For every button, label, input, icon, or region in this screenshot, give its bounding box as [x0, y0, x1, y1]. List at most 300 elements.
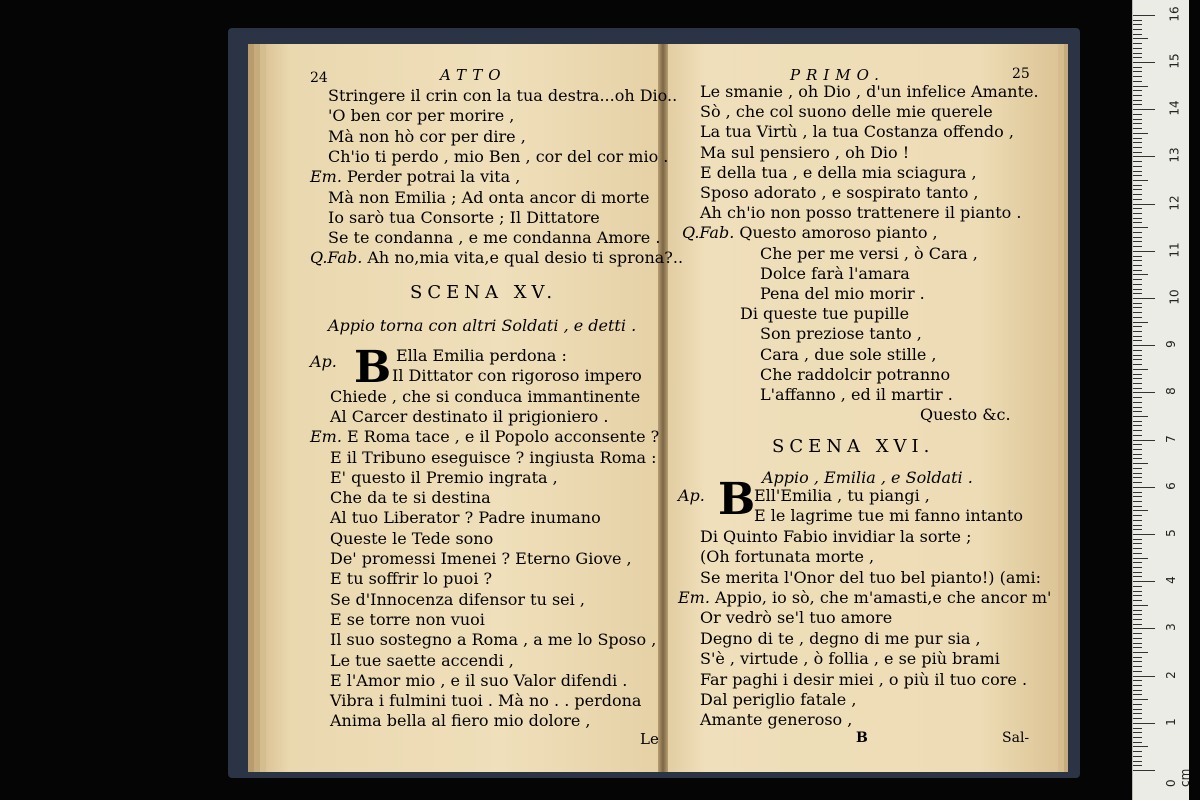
ruler-minor-tick	[1133, 20, 1142, 21]
ruler-minor-tick	[1133, 317, 1142, 318]
verse-text: Ella Emilia perdona :	[396, 346, 567, 365]
ruler-minor-tick	[1133, 680, 1142, 681]
verse-line	[700, 629, 981, 649]
verse-text: Il Dittator con rigoroso impero	[392, 366, 642, 386]
ruler-minor-tick	[1133, 761, 1142, 762]
verse-line	[330, 590, 585, 610]
verse-line	[760, 385, 953, 405]
ruler-minor-tick	[1133, 756, 1142, 757]
ruler-minor-tick	[1133, 605, 1148, 606]
ruler-minor-tick	[1133, 416, 1148, 417]
verse-line	[700, 527, 971, 547]
ruler-tick	[1133, 345, 1155, 346]
verse-line	[740, 304, 909, 324]
verse-line	[760, 324, 922, 344]
ruler-label: 4	[1163, 576, 1178, 585]
verse-line	[330, 488, 491, 508]
ruler-label: 2	[1163, 670, 1178, 679]
verse-text: Di queste tue pupille	[740, 304, 910, 324]
ruler-minor-tick	[1133, 133, 1148, 134]
verse-line	[700, 568, 1041, 588]
ruler-minor-tick	[1133, 38, 1148, 39]
ruler-minor-tick	[1133, 340, 1142, 341]
ruler-tick	[1133, 723, 1155, 724]
verse-line	[310, 248, 683, 268]
verse-line	[760, 264, 910, 284]
ruler-label: 11	[1167, 242, 1182, 258]
verse-text: Mà non hò cor per dire ,	[328, 126, 526, 146]
verse-line	[700, 690, 856, 710]
ruler-minor-tick	[1133, 364, 1142, 365]
stage-direction: Appio , Emilia , e Soldati .	[762, 468, 973, 487]
ruler-minor-tick	[1133, 147, 1142, 148]
ruler-minor-tick	[1133, 289, 1142, 290]
ruler-tick	[1133, 770, 1155, 771]
ruler-minor-tick	[1133, 312, 1142, 313]
ruler-minor-tick	[1133, 454, 1142, 455]
ruler-minor-tick	[1133, 326, 1142, 327]
ruler-minor-tick	[1133, 161, 1142, 162]
verse-text: E il Tribuno eseguisce ? ingiusta Roma :	[330, 447, 657, 467]
ruler-minor-tick	[1133, 525, 1142, 526]
ruler-minor-tick	[1133, 279, 1142, 280]
verse-line	[328, 106, 514, 126]
verse-line	[920, 405, 1011, 425]
ruler-minor-tick	[1133, 473, 1142, 474]
ruler-tick	[1133, 298, 1155, 299]
ruler-minor-tick	[1133, 435, 1142, 436]
ruler-minor-tick	[1133, 270, 1142, 271]
verse-text: Pena del mio morir .	[760, 284, 925, 303]
ruler-minor-tick	[1133, 29, 1142, 30]
ruler-minor-tick	[1133, 506, 1142, 507]
ruler-tick	[1133, 109, 1155, 110]
signature-mark: B	[856, 730, 868, 746]
speaker-label: Em.	[310, 167, 348, 187]
ruler-minor-tick	[1133, 643, 1142, 644]
ruler-tick	[1133, 62, 1155, 63]
verse-text: Questo amoroso pianto ,	[739, 223, 938, 243]
verse-text: L'affanno , ed il martir .	[760, 385, 953, 404]
ruler-minor-tick	[1133, 572, 1142, 573]
ruler-minor-tick	[1133, 496, 1142, 497]
ruler-minor-tick	[1133, 529, 1142, 530]
ruler-minor-tick	[1133, 553, 1142, 554]
verse-text: Ah no,mia vita,e qual desio ti sprona?..	[367, 248, 684, 268]
speaker-label: Ap.	[678, 486, 705, 505]
verse-text: Perder potrai la vita ,	[347, 167, 521, 187]
ruler-minor-tick	[1133, 95, 1142, 96]
verse-line	[328, 188, 649, 208]
catchword: Le	[640, 730, 659, 748]
speaker-label: Em.	[678, 588, 716, 607]
ruler-minor-tick	[1133, 374, 1142, 375]
ruler-minor-tick	[1133, 558, 1148, 559]
verse-line	[330, 508, 601, 528]
ruler-label: 13	[1167, 147, 1182, 164]
ruler-minor-tick	[1133, 57, 1142, 58]
verse-line	[700, 649, 1000, 669]
verse-line	[330, 630, 656, 650]
ruler-minor-tick	[1133, 567, 1142, 568]
ruler-minor-tick	[1133, 71, 1142, 72]
ruler-minor-tick	[1133, 614, 1142, 615]
verse-line	[760, 284, 925, 304]
ruler-minor-tick	[1133, 694, 1142, 695]
verse-line	[310, 427, 659, 447]
verse-text: Che da te si destina	[330, 488, 491, 508]
ruler-minor-tick	[1133, 449, 1142, 450]
ruler-minor-tick	[1133, 76, 1142, 77]
ruler-minor-tick	[1133, 600, 1142, 601]
ruler-minor-tick	[1133, 90, 1142, 91]
catchword: Sal-	[1002, 730, 1030, 746]
verse-line	[330, 651, 514, 671]
ruler-minor-tick	[1133, 576, 1142, 577]
left-running-head: ATTO	[440, 66, 507, 84]
ruler-tick	[1133, 251, 1155, 252]
verse-text: Or vedrò se'l tuo amore	[700, 608, 893, 628]
verse-text: Amante generoso ,	[700, 710, 853, 730]
ruler-minor-tick	[1133, 274, 1148, 275]
ruler-minor-tick	[1133, 421, 1142, 422]
ruler-minor-tick	[1133, 81, 1142, 82]
ruler-minor-tick	[1133, 548, 1142, 549]
ruler-minor-tick	[1133, 425, 1142, 426]
ruler-minor-tick	[1133, 260, 1142, 261]
ruler-minor-tick	[1133, 411, 1142, 412]
ruler-minor-tick	[1133, 86, 1148, 87]
verse-text: Ch'io ti perdo , mio Ben , cor del cor mio .	[328, 146, 669, 166]
ruler-label: 6	[1163, 481, 1178, 490]
ruler-minor-tick	[1133, 256, 1142, 257]
ruler-minor-tick	[1133, 407, 1142, 408]
ruler-minor-tick	[1133, 737, 1142, 738]
verse-text: Che raddolcir potranno	[760, 364, 951, 384]
ruler-tick	[1133, 440, 1155, 441]
speaker-label: Ap.	[310, 352, 337, 371]
ruler-minor-tick	[1133, 633, 1142, 634]
ruler-label: 15	[1167, 53, 1182, 69]
verse-line	[330, 468, 558, 488]
verse-line	[700, 670, 1027, 690]
ruler-minor-tick	[1133, 208, 1142, 209]
ruler-minor-tick	[1133, 383, 1142, 384]
ruler-minor-tick	[1133, 539, 1142, 540]
speaker-label: Q.Fab.	[310, 248, 368, 268]
ruler-minor-tick	[1133, 685, 1142, 686]
verse-line	[682, 223, 938, 243]
verse-text: Appio, io sò, che m'amasti,e che ancor m'	[715, 588, 1052, 607]
ruler-minor-tick	[1133, 34, 1142, 35]
drop-cap: B	[354, 342, 392, 393]
ruler-minor-tick	[1133, 322, 1148, 323]
verse-line	[328, 127, 526, 147]
verse-text: Dal periglio fatale ,	[700, 690, 857, 709]
verse-text: (Oh fortunata morte ,	[700, 547, 875, 567]
ruler-minor-tick	[1133, 48, 1142, 49]
verse-line	[700, 608, 892, 628]
stage-direction: Appio torna con altri Soldati , e detti .	[328, 316, 637, 335]
ruler-minor-tick	[1133, 610, 1142, 611]
ruler-minor-tick	[1133, 114, 1142, 115]
ruler-minor-tick	[1133, 430, 1142, 431]
ruler-minor-tick	[1133, 303, 1142, 304]
ruler-minor-tick	[1133, 104, 1142, 105]
verse-text: S'è , virtude , ò follia , e se più brami	[700, 649, 1000, 669]
ruler-tick	[1133, 15, 1155, 16]
verse-text: Questo &c.	[920, 405, 1011, 425]
right-running-head: PRIMO.	[790, 66, 885, 84]
ruler-minor-tick	[1133, 468, 1142, 469]
ruler-minor-tick	[1133, 123, 1142, 124]
verse-text: 'O ben cor per morire ,	[328, 106, 515, 126]
ruler-minor-tick	[1133, 709, 1142, 710]
ruler-minor-tick	[1133, 718, 1142, 719]
ruler-minor-tick	[1133, 666, 1142, 667]
ruler-minor-tick	[1133, 100, 1142, 101]
verse-line	[328, 208, 600, 228]
verse-text: Far paghi i desir miei , o più il tuo core .	[700, 669, 1028, 689]
verse-text: Che per me versi , ò Cara ,	[760, 243, 978, 263]
verse-line	[392, 366, 642, 386]
verse-line	[330, 569, 492, 589]
ruler-minor-tick	[1133, 690, 1142, 691]
drop-cap: B	[718, 474, 756, 525]
ruler-label: 0 cm	[1164, 768, 1192, 787]
verse-text: Se d'Innocenza difensor tu sei ,	[330, 589, 585, 609]
ruler-minor-tick	[1133, 657, 1142, 658]
ruler-minor-tick	[1133, 624, 1142, 625]
verse-text: Queste le Tede sono	[330, 528, 494, 548]
ruler-minor-tick	[1133, 218, 1142, 219]
verse-text: Se te condanna , e me condanna Amore .	[328, 228, 661, 248]
verse-line	[330, 671, 627, 691]
ruler-minor-tick	[1133, 24, 1142, 25]
ruler-minor-tick	[1133, 142, 1142, 143]
verse-line	[328, 147, 668, 167]
verse-text: La tua Virtù , la tua Costanza offendo ,	[700, 122, 1014, 142]
verse-line	[330, 711, 591, 731]
ruler-minor-tick	[1133, 222, 1142, 223]
ruler-minor-tick	[1133, 284, 1142, 285]
verse-text: E le lagrime tue mi fanno intanto	[754, 506, 1024, 526]
ruler-minor-tick	[1133, 369, 1148, 370]
verse-line	[678, 588, 1051, 608]
verse-text: Sposo adorato , e sospirato tanto ,	[700, 183, 979, 202]
verse-text: Stringere il crin con la tua destra...oh Dio..	[328, 86, 678, 105]
verse-line	[328, 86, 677, 106]
ruler-minor-tick	[1133, 704, 1142, 705]
ruler-minor-tick	[1133, 199, 1142, 200]
ruler-label: 16	[1167, 6, 1182, 22]
ruler-label: 12	[1167, 194, 1182, 211]
ruler-minor-tick	[1133, 171, 1142, 172]
measurement-ruler	[1132, 0, 1192, 800]
ruler-minor-tick	[1133, 378, 1142, 379]
ruler-label: 7	[1163, 434, 1178, 443]
ruler-tick	[1133, 628, 1155, 629]
ruler-minor-tick	[1133, 699, 1148, 700]
verse-text: E Roma tace , e il Popolo acconsente ?	[347, 427, 660, 447]
verse-line	[310, 167, 520, 187]
verse-line	[700, 143, 909, 163]
verse-text: Mà non Emilia ; Ad onta ancor di morte	[328, 187, 650, 207]
ruler-minor-tick	[1133, 543, 1142, 544]
ruler-minor-tick	[1133, 331, 1142, 332]
left-page-number: 24	[310, 70, 328, 86]
ruler-minor-tick	[1133, 765, 1142, 766]
ruler-label: 9	[1163, 340, 1178, 349]
verse-text: Il suo sostegno a Roma , a me lo Sposo ,	[330, 630, 657, 650]
verse-text: Ah ch'io non posso trattenere il pianto .	[700, 203, 1022, 223]
verse-line	[700, 122, 1014, 142]
verse-line	[700, 82, 1039, 102]
ruler-minor-tick	[1133, 463, 1148, 464]
verse-line	[330, 610, 485, 630]
verse-text: Anima bella al fiero mio dolore ,	[330, 711, 591, 731]
ruler-minor-tick	[1133, 742, 1142, 743]
ruler-minor-tick	[1133, 43, 1142, 44]
ruler-minor-tick	[1133, 166, 1142, 167]
ruler-minor-tick	[1133, 638, 1142, 639]
verse-text: Dolce farà l'amara	[760, 263, 910, 283]
ruler-minor-tick	[1133, 591, 1142, 592]
ruler-minor-tick	[1133, 515, 1142, 516]
scene-title: SCENA XV.	[410, 282, 558, 303]
ruler-minor-tick	[1133, 652, 1148, 653]
ruler-minor-tick	[1133, 746, 1148, 747]
ruler-minor-tick	[1133, 501, 1142, 502]
ruler-minor-tick	[1133, 562, 1142, 563]
ruler-minor-tick	[1133, 595, 1142, 596]
verse-line	[754, 506, 1023, 526]
ruler-minor-tick	[1133, 336, 1142, 337]
ruler-label: 10	[1167, 289, 1182, 305]
ruler-minor-tick	[1133, 671, 1142, 672]
ruler-minor-tick	[1133, 189, 1142, 190]
ruler-minor-tick	[1133, 477, 1142, 478]
ruler-minor-tick	[1133, 128, 1142, 129]
verse-line	[330, 407, 608, 427]
speaker-label: Em.	[310, 427, 348, 447]
verse-text: Al Carcer destinato il prigioniero .	[330, 406, 609, 426]
verse-line	[700, 163, 977, 183]
ruler-minor-tick	[1133, 728, 1142, 729]
ruler-minor-tick	[1133, 388, 1142, 389]
ruler-minor-tick	[1133, 185, 1142, 186]
ruler-minor-tick	[1133, 510, 1148, 511]
ruler-minor-tick	[1133, 402, 1142, 403]
ruler-minor-tick	[1133, 520, 1142, 521]
verse-line	[760, 345, 936, 365]
verse-line	[754, 486, 930, 506]
verse-text: Al tuo Liberator ? Padre inumano	[330, 508, 601, 528]
ruler-minor-tick	[1133, 397, 1142, 398]
ruler-minor-tick	[1133, 180, 1148, 181]
ruler-label: 14	[1167, 100, 1182, 116]
verse-text: Vibra i fulmini tuoi . Mà no . . perdona	[330, 691, 642, 711]
ruler-minor-tick	[1133, 307, 1142, 308]
ruler-minor-tick	[1133, 265, 1142, 266]
ruler-minor-tick	[1133, 713, 1142, 714]
ruler-minor-tick	[1133, 119, 1142, 120]
ruler-tick	[1133, 487, 1155, 488]
ruler-minor-tick	[1133, 458, 1142, 459]
ruler-minor-tick	[1133, 175, 1142, 176]
verse-text: E della tua , e della mia sciagura ,	[700, 162, 977, 182]
verse-line	[396, 346, 567, 366]
verse-text: E tu soffrir lo puoi ?	[330, 569, 493, 589]
verse-line	[700, 203, 1021, 223]
verse-text: Son preziose tanto ,	[760, 324, 922, 344]
ruler-minor-tick	[1133, 293, 1142, 294]
verse-line	[700, 547, 874, 567]
ruler-minor-tick	[1133, 67, 1142, 68]
verse-text: Ell'Emilia , tu piangi ,	[754, 486, 930, 505]
ruler-minor-tick	[1133, 237, 1142, 238]
ruler-label: 1	[1163, 717, 1178, 726]
verse-line	[760, 365, 950, 385]
ruler-minor-tick	[1133, 227, 1148, 228]
ruler-minor-tick	[1133, 732, 1142, 733]
verse-line	[330, 529, 493, 549]
ruler-tick	[1133, 676, 1155, 677]
ruler-minor-tick	[1133, 246, 1142, 247]
ruler-minor-tick	[1133, 213, 1142, 214]
verse-line	[330, 549, 632, 569]
ruler-minor-tick	[1133, 355, 1142, 356]
verse-text: Sò , che col suono delle mie querele	[700, 102, 993, 122]
verse-text: Io sarò tua Consorte ; Il Dittatore	[328, 207, 600, 227]
ruler-tick	[1133, 204, 1155, 205]
ruler-minor-tick	[1133, 661, 1142, 662]
verse-text: Chiede , che si conduca immantinente	[330, 386, 641, 406]
ruler-minor-tick	[1133, 492, 1142, 493]
verse-text: Le smanie , oh Dio , d'un infelice Amante.	[700, 82, 1039, 101]
ruler-minor-tick	[1133, 53, 1142, 54]
verse-text: E' questo il Premio ingrata ,	[330, 467, 558, 487]
verse-text: Se merita l'Onor del tuo bel pianto!) (ami:	[700, 567, 1042, 587]
verse-line	[330, 448, 657, 468]
verse-line	[760, 244, 978, 264]
ruler-tick	[1133, 534, 1155, 535]
ruler-tick	[1133, 581, 1155, 582]
ruler-label: 5	[1163, 529, 1178, 537]
verse-line	[328, 228, 660, 248]
verse-line	[330, 691, 641, 711]
verse-line	[700, 102, 993, 122]
ruler-minor-tick	[1133, 359, 1142, 360]
verse-text: De' promessi Imenei ? Eterno Giove ,	[330, 549, 632, 568]
verse-text: Ma sul pensiero , oh Dio !	[700, 142, 910, 162]
ruler-minor-tick	[1133, 482, 1142, 483]
ruler-minor-tick	[1133, 152, 1142, 153]
ruler-minor-tick	[1133, 586, 1142, 587]
ruler-minor-tick	[1133, 194, 1142, 195]
verse-line	[330, 387, 640, 407]
speaker-label: Q.Fab.	[682, 223, 740, 243]
ruler-minor-tick	[1133, 647, 1142, 648]
verse-text: Cara , due sole stille ,	[760, 344, 937, 364]
ruler-label: 3	[1163, 623, 1178, 632]
ruler-label: 8	[1163, 387, 1178, 396]
ruler-tick	[1133, 392, 1155, 393]
ruler-minor-tick	[1133, 751, 1142, 752]
ruler-minor-tick	[1133, 232, 1142, 233]
verse-text: Degno di te , degno di me pur sia ,	[700, 628, 981, 648]
scene-title: SCENA XVI.	[772, 436, 935, 457]
